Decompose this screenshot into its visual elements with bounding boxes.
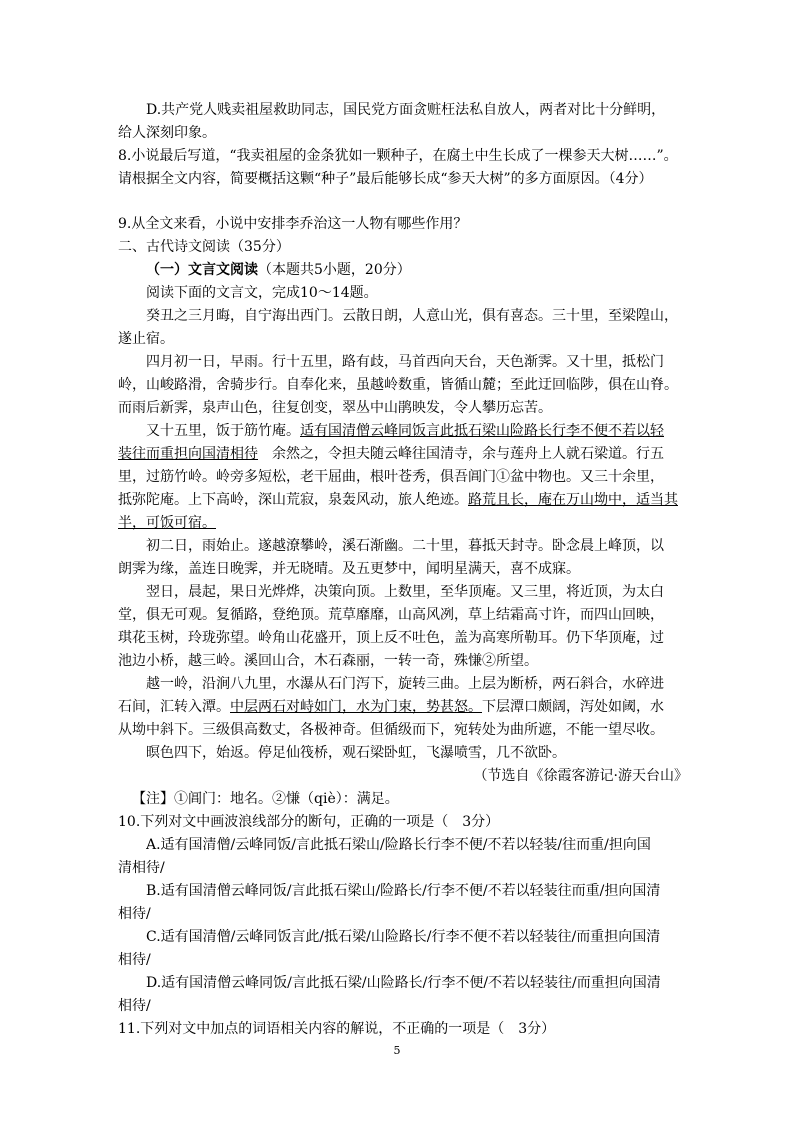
page-number: 5 <box>393 1044 401 1057</box>
passage-p4-line1: 初二日，雨始止。遂越潦攀岭，溪石渐幽。二十里，暮抵天封寺。卧念晨上峰顶，以 <box>146 538 664 554</box>
q10-option-c-line2: 相待/ <box>118 952 151 968</box>
passage-p3-line1 <box>146 421 688 441</box>
question-11: 11.下列对文中加点的词语相关内容的解说，不正确的一项是（ 3分） <box>118 1021 556 1037</box>
passage-p5-line2: 堂，俱无可观。复循路，登绝顶。荒草靡靡，山高风冽，草上结霜高寸许，而四山回映， <box>118 607 664 623</box>
reading-instruction: 阅读下面的文言文，完成10～14题。 <box>146 285 378 301</box>
subsection-heading <box>146 260 688 280</box>
passage-p1-line2: 遂止宿。 <box>118 331 174 347</box>
passage-p3-line4 <box>118 490 688 510</box>
passage-p1-line1: 癸丑之三月晦，自宁海出西门。云散日朗，人意山光，俱有喜态。三十里，至梁隍山， <box>146 308 678 324</box>
question-10: 10.下列对文中画波浪线部分的断句，正确的一项是（ 3分） <box>118 814 500 830</box>
passage-p3-line3: 里，过筋竹岭。岭旁多短松，老干屈曲，根叶苍秀，俱吾阊门①盆中物也。又三十余里， <box>118 469 664 485</box>
underlined-text: 半，可饭可宿。 <box>118 515 216 531</box>
passage-text: 抵弥陀庵。上下高岭，深山荒寂，泉轰风动，旅人绝迹。 <box>118 492 468 508</box>
underlined-text: 中层两石对峙如门，水为门束，势甚怒。 <box>230 699 482 715</box>
q10-option-d-line2: 相待/ <box>118 998 151 1014</box>
passage-text: 又十五里，饭于筋竹庵。 <box>146 423 300 439</box>
passage-p5-line3: 琪花玉树，玲珑弥望。岭角山花盛开，顶上反不吐色，盖为高寒所勒耳。仍下华顶庵，过 <box>118 630 664 646</box>
passage-source: （节选自《徐霞客游记·游天台山》 <box>473 768 688 784</box>
q10-option-a-line1: A.适有国清僧/云峰同饭/言此抵石梁山/险路长行李不便/不若以轻装/往而重/担向国 <box>146 837 651 853</box>
passage-text: 石间，汇转入潭。 <box>118 699 230 715</box>
wavy-underlined-text: 适有国清僧云峰同饭言此抵石梁山险路长行李不便不若以轻 <box>300 423 664 439</box>
passage-text: 余然之，令担夫随云峰往国清寺，余与莲舟上人就石梁道。行五 <box>258 446 664 462</box>
passage-p2-line2: 岭，山峻路滑，舍骑步行。自奉化来，虽越岭数重，皆循山麓；至此迂回临陟，俱在山脊。 <box>118 377 678 393</box>
subsection-title: （一）文言文阅读 <box>146 262 258 278</box>
underlined-text: 路荒且长，庵在万山坳中，适当其 <box>468 492 678 508</box>
passage-p6-line1: 越一岭，沿涧八九里，水瀑从石门泻下，旋转三曲。上层为断桥，两石斜合，水碎进 <box>146 676 664 692</box>
q10-option-d-line1: D.适有国清僧云峰同饭/言此抵石梁/山险路长/行李不便/不若以轻装往/而重担向国清 <box>146 975 661 991</box>
passage-p6-line2 <box>118 697 688 717</box>
passage-p2-line3: 而雨后新霁，泉声山色，往复创变，翠丛中山鹃映发，令人攀历忘苦。 <box>118 400 552 416</box>
subsection-info: （本题共5小题，20分） <box>258 262 411 278</box>
question-8-line1: 8.小说最后写道，“我卖祖屋的金条犹如一颗种子，在腐土中生长成了一棵参天大树……”。 <box>118 148 678 164</box>
q10-option-b-line1: B.适有国清僧云峰同饭/言此抵石梁山/险路长/行李不便/不若以轻装往而重/担向国清 <box>146 883 661 899</box>
passage-text: 下层潭口颇阔，泻处如阈，水 <box>482 699 664 715</box>
q10-option-c-line1: C.适有国清僧/云峰同饭言此/抵石梁/山险路长/行李不便不若以轻装往/而重担向国清 <box>146 929 661 945</box>
q10-option-a-line2: 清相待/ <box>118 860 165 876</box>
passage-p5-line1: 翌日，晨起，果日光烨烨，决策向顶。上数里，至华顶庵。又三里，将近顶，为太白 <box>146 584 664 600</box>
passage-p4-line2: 朗霁为缘，盖连日晚霁，并无晓晴。及五更梦中，闻明星满天，喜不成寐。 <box>118 561 580 577</box>
q10-option-b-line2: 相待/ <box>118 906 151 922</box>
passage-p3-line5 <box>118 513 688 533</box>
option-d-line1: D.共产党人贱卖祖屋救助同志，国民党方面贪赃枉法私自放人，两者对比十分鲜明， <box>146 102 666 118</box>
option-d-line2: 给人深刻印象。 <box>118 125 216 141</box>
passage-p3-line2 <box>118 444 688 464</box>
question-9: 9.从全文来看，小说中安排李乔治这一人物有哪些作用？ <box>118 216 468 232</box>
question-8-line2: 请根据全文内容，简要概括这颗“种子”最后能够长成“参天大树”的多方面原因。（4分） <box>118 171 653 187</box>
annotation-note: 【注】①阊门：地名。②慊（qiè）：满足。 <box>132 791 399 807</box>
section-heading-2: 二、古代诗文阅读（35分） <box>118 239 290 255</box>
passage-p6-line3: 从坳中斜下。三级俱高数丈，各极神奇。但循级而下，宛转处为曲所遮，不能一望尽收。 <box>118 722 664 738</box>
wavy-underlined-text: 装往而重担向国清相待 <box>118 446 258 462</box>
passage-p2-line1: 四月初一日，早雨。行十五里，路有歧，马首西向天台，天色渐霁。又十里，抵松门 <box>146 354 664 370</box>
passage-p5-line4: 池边小桥，越三岭。溪回山合，木石森丽，一转一奇，殊慊②所望。 <box>118 653 538 669</box>
passage-p7: 暝色四下，始返。停足仙筏桥，观石梁卧虹，飞瀑喷雪，几不欲卧。 <box>146 745 566 761</box>
